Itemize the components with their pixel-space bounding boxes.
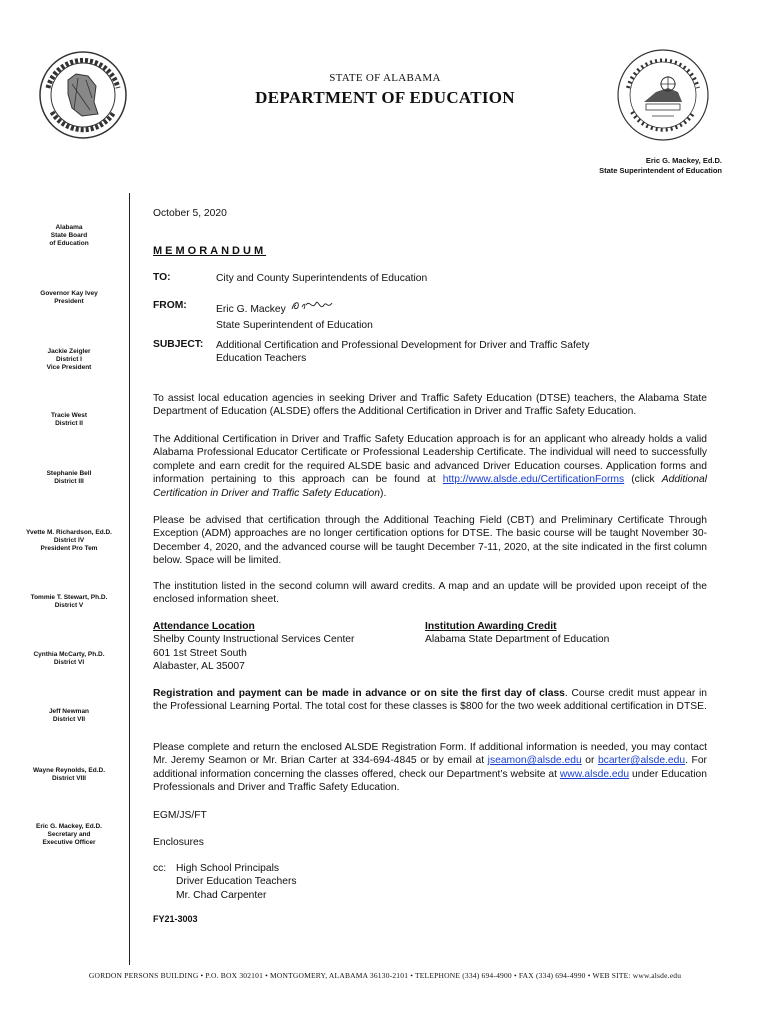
superintendent-name: Eric G. Mackey, Ed.D. [645,156,722,165]
from-name: Eric G. Mackey [216,304,286,315]
vertical-divider [129,193,130,965]
subject-value: Additional Certification and Professional Development for Driver and Traffic Safety Education Teachers [216,340,590,365]
board-member: Stephanie Bell District III [46,470,92,485]
cc-list: High School Principals Driver Education Teachers Mr. Chad Carpenter [176,863,297,901]
fiscal-number: FY21-3003 [153,914,198,924]
subject-label: SUBJECT: [153,339,204,350]
enclosures: Enclosures [153,837,204,848]
cc-label: cc: [153,863,167,874]
paragraph-contact: Please complete and return the enclosed ALSDE Registration Form. If additional information is needed, you may contact Mr. Jeremy Seamon or Mr. Brian Carter at 334-694-4845 or by email at jseamon@alsde.edu or bcarter@alsde.edu. For additional information concerning the classes offered, check our Department’s website at www.alsde.edu under Education Professionals and Driver and Traffic Safety Education. [153,742,707,794]
email-link-seamon[interactable]: jseamon@alsde.edu [487,755,582,767]
board-title: Alabama State Board of Education [49,224,89,247]
attendance-location: Attendance Location Shelby County Instructional Services Center 601 1st Street South Alabaster, AL 35007 [153,621,355,673]
department-heading: DEPARTMENT OF EDUCATION [255,88,515,107]
superintendent-title: State Superintendent of Education [599,166,722,175]
board-member: Tracie West District II [50,412,87,427]
institution-awarding-credit: Institution Awarding Credit Alabama State Department of Education [425,621,610,646]
board-member: Tommie T. Stewart, Ph.D. District V [30,594,108,609]
letter-date: October 5, 2020 [153,208,227,219]
footer-address: GORDON PERSONS BUILDING • P.O. BOX 302101 • MONTGOMERY, ALABAMA 36130-2101 • TELEPHONE (334) 694-4900 • FAX (334) 694-4990 • WEB SITE: www.alsde.edu [88,971,682,980]
email-link-carter[interactable]: bcarter@alsde.edu [597,755,686,767]
to-value: City and County Superintendents of Education [216,273,428,284]
paragraph-advisory: Please be advised that certification through the Additional Teaching Field (CBT) and Preliminary Certificate Through Exception (ADM) approaches are no longer certification options for DTSE. The basic course will be taught November 30-December 4, 2020, and the advanced course will be taught December 7-11, 2020, at the site indicated in the first column below. Space will be limited. [153,515,707,567]
paragraph-registration: Registration and payment can be made in advance or on site the first day of class. Course credit must appear in the Professional Learning Portal. The total cost for these classes is $800 for the two week additional certification in DTSE. [153,688,707,713]
initials: EGM/JS/FT [153,810,207,821]
memorandum-heading: MEMORANDUM [153,245,267,257]
board-member: Yvette M. Richardson, Ed.D. District IV President Pro Tem [26,529,112,552]
board-member: Wayne Reynolds, Ed.D. District VIII [33,767,105,782]
superintendent-block [599,156,722,176]
website-link[interactable]: www.alsde.edu [559,768,630,780]
to-label: TO: [153,272,171,283]
paragraph-intro: To assist local education agencies in seeking Driver and Traffic Safety Education (DTSE) teachers, the Alabama State Department of Education (ALSDE) offers the Additional Certification in Driver and Traffic Safety Education. [153,393,707,418]
paragraph-credits: The institution listed in the second column will award credits. A map and an update will be provided upon receipt of the enclosed information sheet. [153,581,707,606]
board-member: Jackie Zeigler District I Vice President [46,348,92,371]
paragraph-approach: The Additional Certification in Driver and Traffic Safety Education approach is for an applicant who already holds a valid Alabama Professional Educator Certificate or Professional Leadership Certificate. The individual will need to successfully complete and earn credit for the required ALSDE basic and advanced Driver Education courses. Application forms and information pertaining to this approach can be found at http://www.alsde.edu/CertificationForms (click Additional Certification in Driver and Traffic Safety Education). [153,434,707,499]
board-member: Jeff Newman District VII [48,708,90,723]
from-title: State Superintendent of Education [216,320,373,332]
signature-initials [290,297,336,319]
certification-forms-link[interactable]: http://www.alsde.edu/CertificationForms [442,474,625,486]
board-member: Eric G. Mackey, Ed.D. Secretary and Executive Officer [36,823,102,846]
from-value [216,297,373,333]
from-label: FROM: [153,300,187,311]
board-member: Governor Kay Ivey President [40,290,98,305]
board-member: Cynthia McCarty, Ph.D. District VI [33,651,105,666]
state-heading: STATE OF ALABAMA [329,72,441,84]
